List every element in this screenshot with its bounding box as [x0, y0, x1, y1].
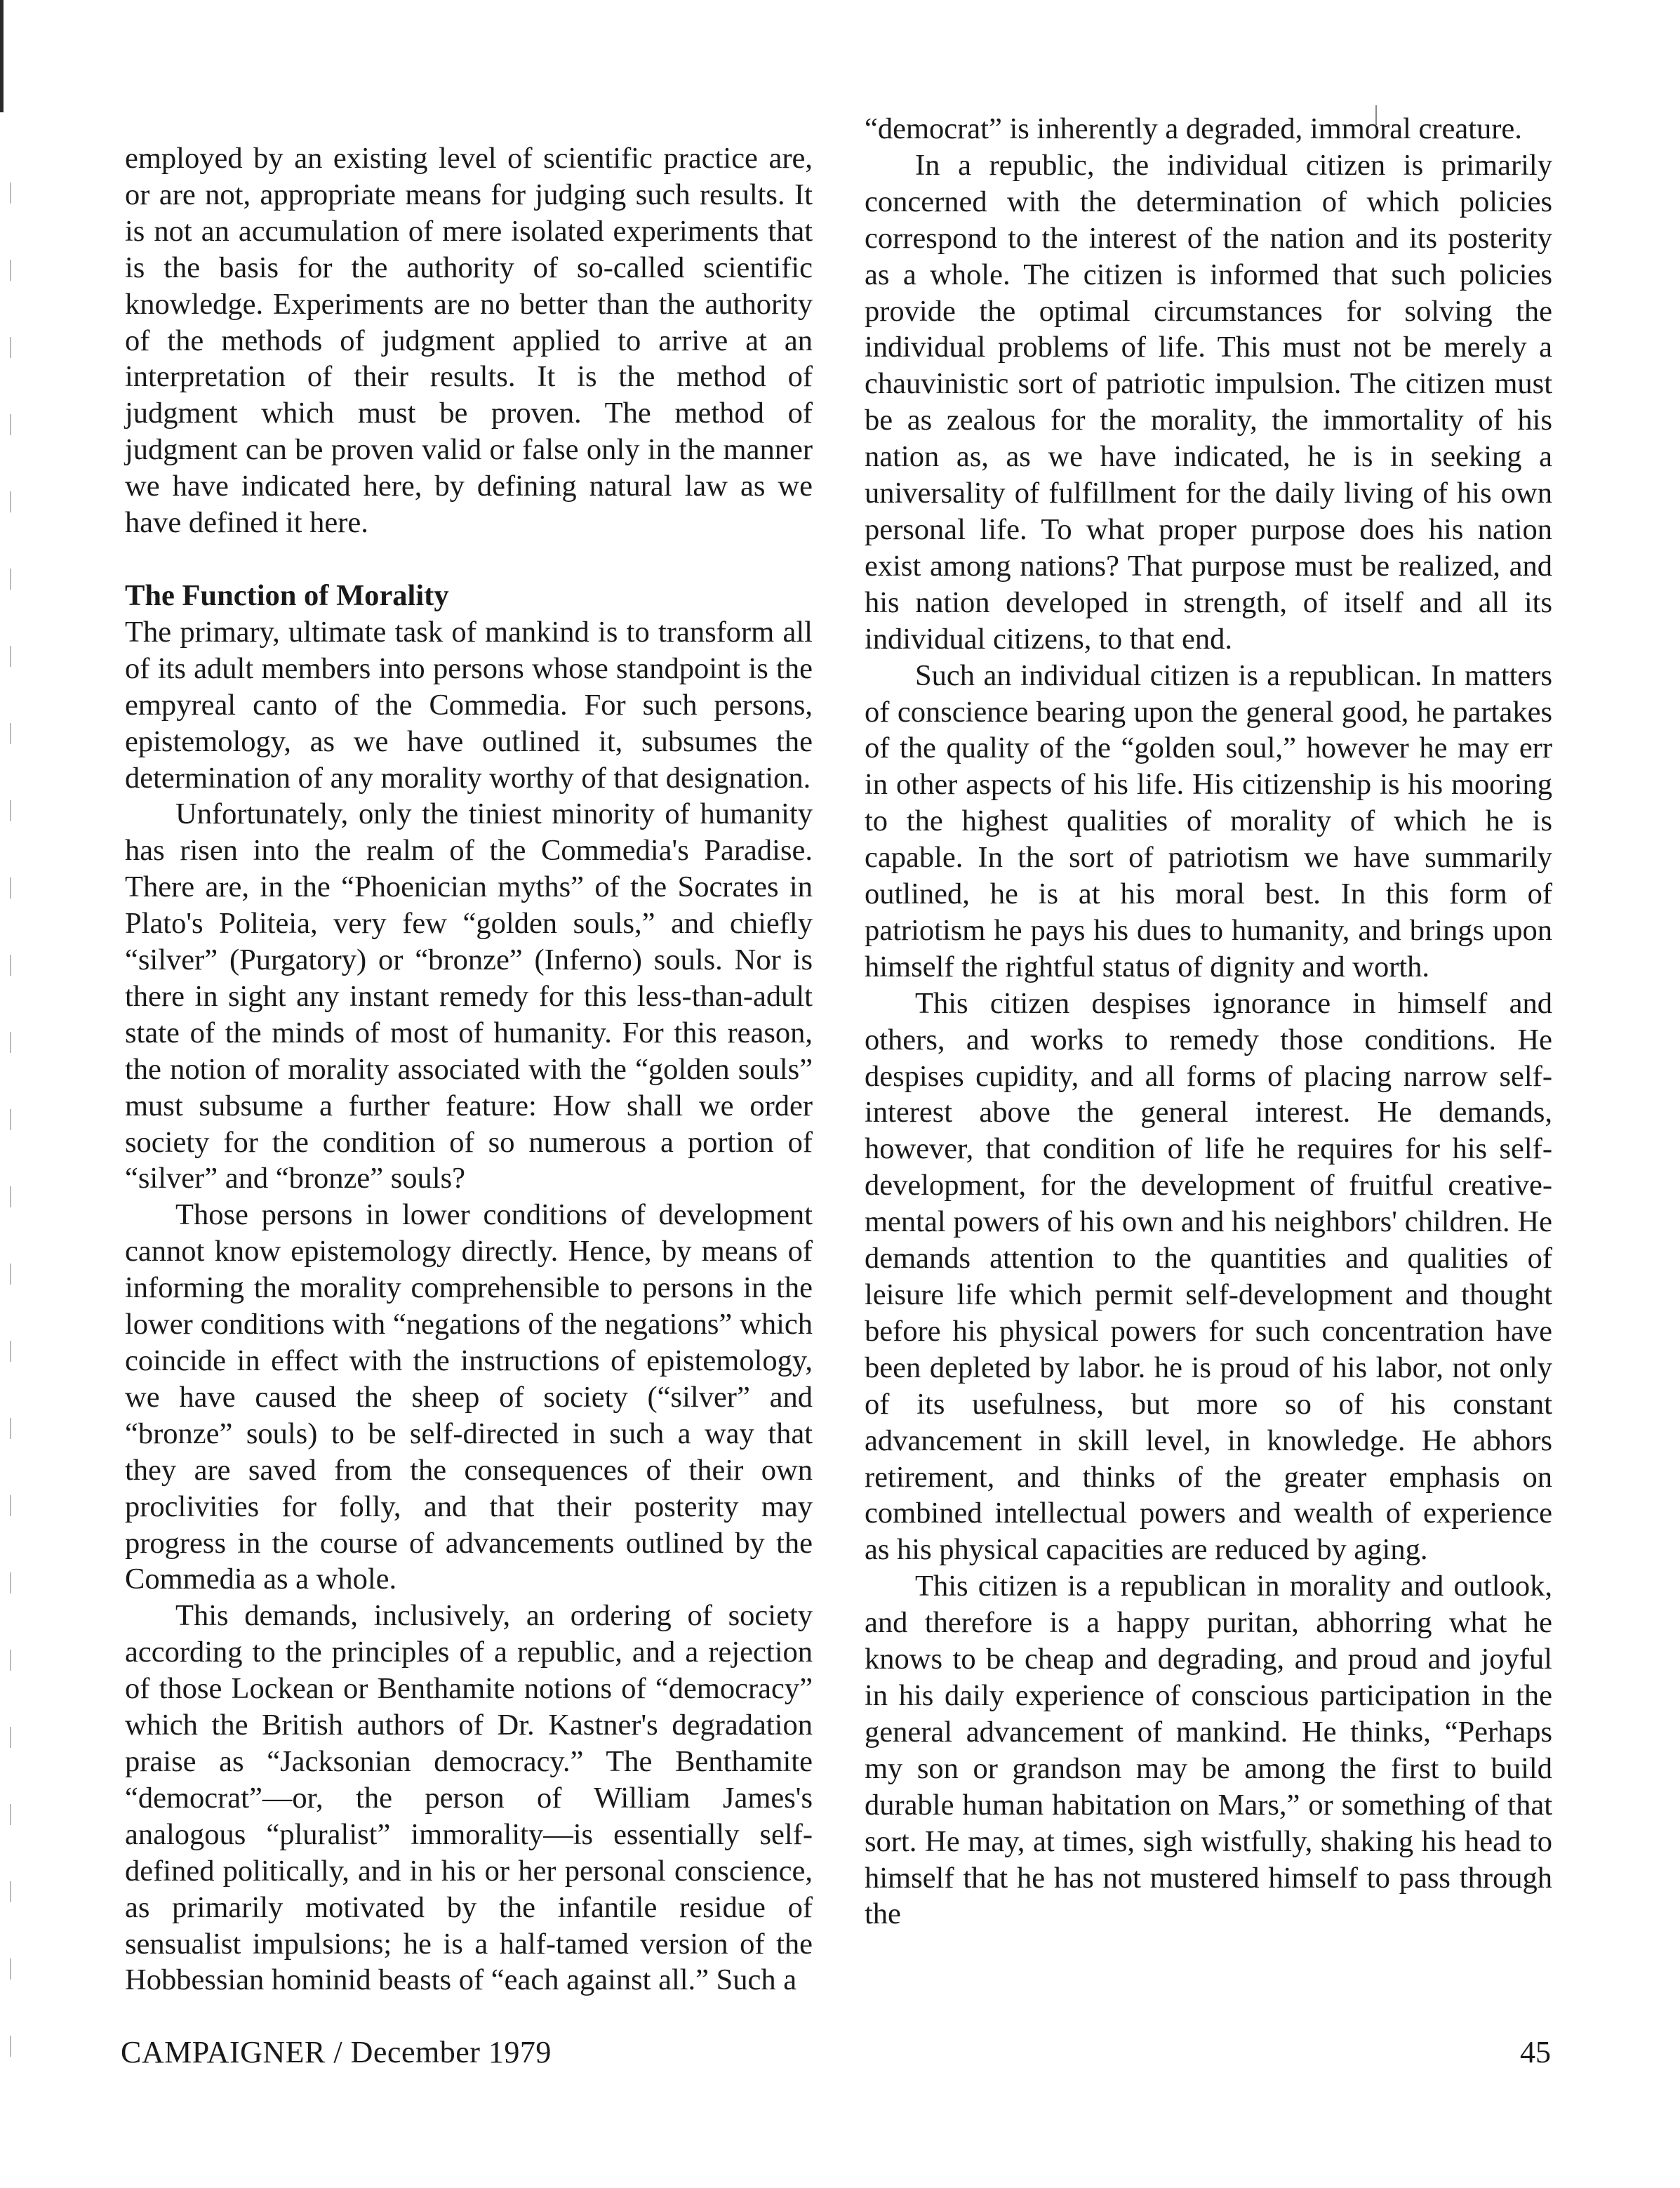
paragraph: This citizen despises ignorance in himself and others, and works to remedy those conditions. He despises cupidity, and all forms of placing narrow self-interest above the general interest. He demands, however, that condition of life he requires for his self-development, for the development of fruitful creative-mental powers of his own and his neighbors' children. He demands attention to the quantities and qualities of leisure life which permit self-development and thought before his physical powers for such concentration have been depleted by labor. he is proud of his labor, not only of its usefulness, but more so of his constant advancement in skill level, in knowledge. He abhors retirement, and thinks of the greater emphasis on combined intellectual powers and wealth of experience as his physical capacities are reduced by aging. [865, 986, 1552, 1567]
paragraph: Such an individual citizen is a republican. In matters of conscience bearing upon the general good, he partakes of the quality of the “golden soul,” however he may err in other aspects of his life. His citizenship is his mooring to the highest qualities of morality of which he is capable. In the sort of patriotism we have summarily outlined, he is at his moral best. In this form of patriotism he pays his dues to humanity, and brings upon himself the rightful status of dignity and worth. [865, 658, 1552, 983]
section-heading: The Function of Morality [125, 578, 449, 612]
scan-edge-mark [0, 0, 4, 112]
publication-footer: CAMPAIGNER / December 1979 [121, 2035, 552, 2069]
paragraph: “democrat” is inherently a degraded, immoral creature. [865, 112, 1522, 145]
left-column [125, 140, 813, 1998]
right-column [865, 111, 1552, 1932]
paragraph: Those persons in lower conditions of development cannot know epistemology directly. Hence, by means of informing the morality comprehensible to persons in the lower conditions with “negations of the negations” which coincide in effect with the instructions of epistemology, we have caused the sheep of society (“silver” and “bronze” souls) to be self-directed in such a way that they are saved from the consequences of their own proclivities for folly, and that their posterity may progress in the course of advancements outlined by the Commedia as a whole. [125, 1198, 813, 1596]
paragraph: employed by an existing level of scientific practice are, or are not, appropriate means for judging such results. It is not an accumulation of mere isolated experiments that is the basis for the authority of so-called scientific knowledge. Experiments are no better than the authority of the methods of judgment applied to arrive at an interpretation of their results. It is the method of judgment which must be proven. The method of judgment can be proven valid or false only in the manner we have indicated here, by defining natural law as we have defined it here. [125, 142, 813, 540]
paragraph: The primary, ultimate task of mankind is to transform all of its adult members into persons whose standpoint is the empyreal canto of the Commedia. For such persons, epistemology, as we have outlined it, subsumes the determination of any morality worthy of that designation. [125, 615, 813, 795]
paragraph: This demands, inclusively, an ordering of society according to the principles of a republic, and a rejection of those Lockean or Benthamite notions of “democracy” which the British authors of Dr. Kastner's degradation praise as “Jacksonian democracy.” The Benthamite “democrat”—or, the person of William James's analogous “pluralist” immorality—is essentially self-defined politically, and in his or her personal conscience, as primarily motivated by the infantile residue of sensualist impulsions; he is a half-tamed version of the Hobbessian hominid beasts of “each against all.” Such a [125, 1599, 813, 1997]
page-number: 45 [1520, 2035, 1551, 2069]
scan-margin-noise [10, 183, 11, 2078]
paragraph: In a republic, the individual citizen is primarily concerned with the determination of which policies correspond to the interest of the nation and its posterity as a whole. The citizen is informed that such policies provide the optimal circumstances for solving the individual problems of life. This must not be merely a chauvinistic sort of patriotic impulsion. The citizen must be as zealous for the morality, the immortality of his nation as, as we have indicated, he is in seeking a universality of fulfillment for the daily living of his own personal life. To what proper purpose does his nation exist among nations? That purpose must be realized, and his nation developed in strength, of itself and all its individual citizens, to that end. [865, 148, 1552, 656]
paragraph: This citizen is a republican in morality and outlook, and therefore is a happy puritan, abhorring what he knows to be cheap and degrading, and proud and joyful in his daily experience of conscious participation in the general advancement of mankind. He thinks, “Perhaps my son or grandson may be among the first to build durable human habitation on Mars,” or something of that sort. He may, at times, sigh wistfully, shaking his head to himself that he has not mustered himself to pass through the [865, 1570, 1552, 1931]
paragraph: Unfortunately, only the tiniest minority of humanity has risen into the realm of the Commedia's Paradise. There are, in the “Phoenician myths” of the Socrates in Plato's Politeia, very few “golden souls,” and chiefly “silver” (Purgatory) or “bronze” (Inferno) souls. Nor is there in sight any instant remedy for this less-than-adult state of the minds of most of humanity. For this reason, the notion of morality associated with the “golden souls” must subsume a further feature: How shall we order society for the condition of so numerous a portion of “silver” and “bronze” souls? [125, 797, 813, 1195]
